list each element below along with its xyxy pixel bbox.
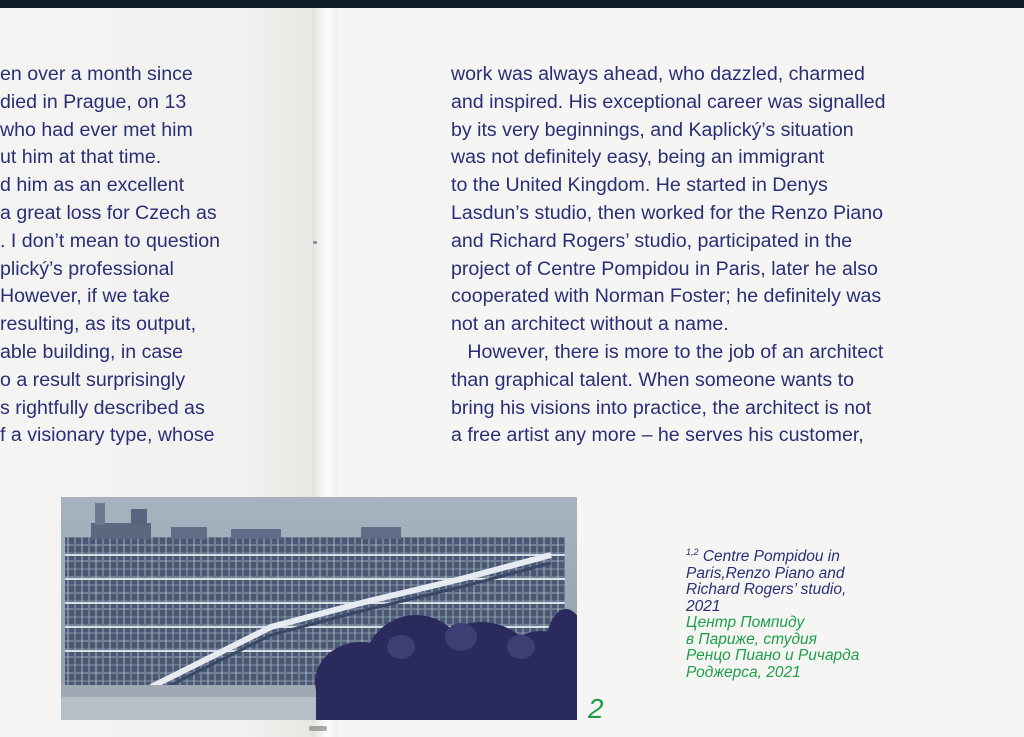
text-line: who had ever met him — [0, 118, 193, 141]
text-line: en over a month since — [0, 63, 193, 85]
caption-english-line: 2021 — [686, 597, 721, 615]
caption-russian-line: в Париже, студия — [686, 630, 817, 648]
text-line: resulting, as its output, — [0, 313, 197, 336]
text-line: . I don’t mean to question — [0, 229, 221, 252]
text-line: However, if we take — [0, 285, 170, 308]
caption-ref-number: 1,2 — [686, 547, 699, 557]
centre-pompidou-photo — [61, 497, 577, 720]
caption-english-line-1 — [686, 549, 916, 566]
right-column-text — [451, 61, 886, 450]
text-line: cooperated with Norman Foster; he definitely was — [451, 285, 882, 308]
text-line: a free artist any more – he serves his customer, — [451, 424, 864, 447]
text-line: f a visionary type, whose — [0, 424, 215, 447]
text-line: project of Centre Pompidou in Paris, later he also — [451, 257, 878, 280]
text-line: d him as an excellent — [0, 174, 185, 197]
caption-english-line: Richard Rogers’ studio, — [686, 581, 847, 598]
caption-russian-line: Ренцо Пиано и Ричарда — [686, 647, 860, 664]
caption-english-text: Centre Pompidou in — [698, 548, 840, 565]
text-line: a great loss for Czech as — [0, 201, 217, 224]
photo-caption — [686, 549, 916, 681]
text-line: bring his visions into practice, the architect is not — [451, 396, 872, 419]
text-line: work was always ahead, who dazzled, charmed — [451, 63, 865, 85]
text-line: However, there is more to the job of an architect — [451, 340, 884, 363]
text-line: Lasdun’s studio, then worked for the Renzo Piano — [451, 201, 884, 224]
text-line: ut him at that time. — [0, 146, 162, 169]
text-line: o a result surprisingly — [0, 368, 186, 391]
binding-clip — [309, 726, 327, 731]
left-column-text — [0, 61, 220, 450]
paper-speck — [313, 241, 317, 244]
caption-russian-line: Центр Помпиду — [686, 614, 805, 631]
text-line: died in Prague, on 13 — [0, 90, 187, 113]
caption-russian-line: Роджерса, 2021 — [686, 663, 801, 681]
page-number: 2 — [588, 693, 604, 724]
text-line: not an architect without a name. — [451, 313, 729, 336]
text-line: able building, in case — [0, 340, 184, 363]
text-line: plický’s professional — [0, 257, 174, 280]
text-line: to the United Kingdom. He started in Denys — [451, 174, 828, 197]
top-edge-strip — [0, 0, 1024, 8]
caption-english-line: Paris,Renzo Piano and — [686, 564, 845, 582]
text-line: by its very beginnings, and Kaplický’s situation — [451, 118, 854, 141]
text-line: and inspired. His exceptional career was signalled — [451, 90, 886, 113]
text-line: s rightfully described as — [0, 396, 205, 419]
text-line: and Richard Rogers’ studio, participated in the — [451, 229, 853, 252]
text-line: than graphical talent. When someone wants to — [451, 368, 855, 391]
text-line: was not definitely easy, being an immigrant — [451, 146, 825, 169]
